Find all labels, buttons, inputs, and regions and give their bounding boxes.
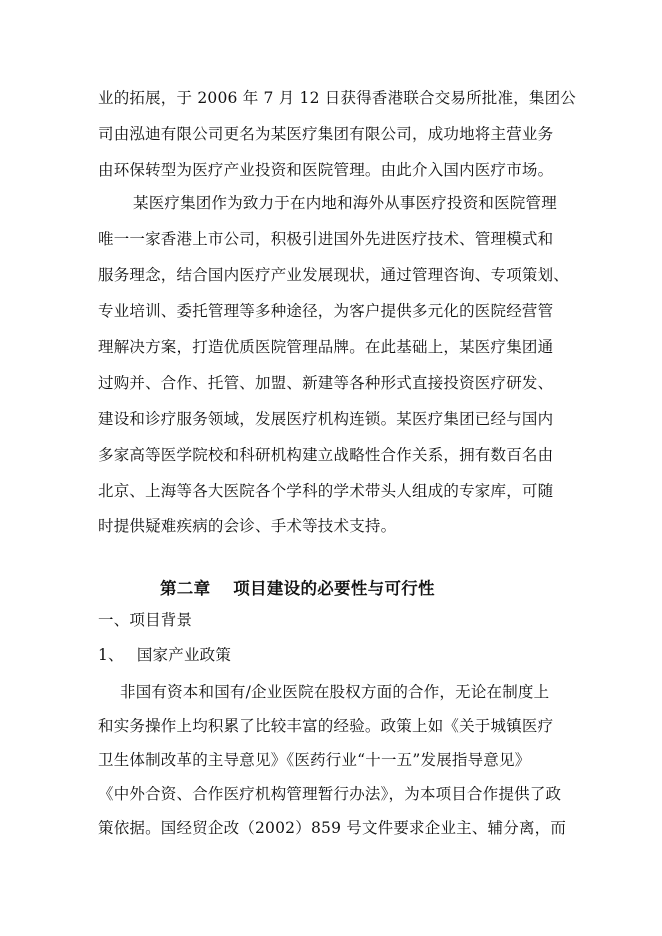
paragraph-line: 过购并、合作、托管、加盟、新建等各种形式直接投资医疗研发、 [98, 374, 554, 392]
paragraph-line: 专业培训、委托管理等多种途径，为客户提供多元化的医院经营管 [98, 302, 554, 320]
paragraph-line: 理解决方案，打造优质医院管理品牌。在此基础上，某医疗集团通 [98, 338, 554, 356]
paragraph-line: 司由泓迪有限公司更名为某医疗集团有限公司，成功地将主营业务 [98, 125, 554, 143]
paragraph-line: 服务理念，结合国内医疗产业发展现状，通过管理咨询、专项策划、 [98, 266, 570, 284]
paragraph-line: 由环保转型为医疗产业投资和医院管理。由此介入国内医疗市场。 [98, 161, 554, 179]
paragraph-line: 《中外合资、合作医疗机构管理暂行办法》，为本项目合作提供了政 [98, 785, 562, 803]
subsection-heading: 1、 国家产业政策 [98, 646, 232, 664]
paragraph-line: 策依据。国经贸企改（2002）859 号文件要求企业主、辅分离，而 [98, 819, 567, 837]
paragraph-line: 某医疗集团作为致力于在内地和海外从事医疗投资和医院管理 [133, 194, 557, 212]
paragraph-line: 和实务操作上均积累了比较丰富的经验。政策上如《关于城镇医疗 [98, 717, 554, 735]
paragraph-line: 非国有资本和国有/企业医院在股权方面的合作，无论在制度上 [120, 683, 550, 701]
section-heading: 一、项目背景 [98, 611, 193, 629]
paragraph-line: 业的拓展，于 2006 年 7 月 12 日获得香港联合交易所批准，集团公 [98, 89, 576, 107]
paragraph-line: 北京、上海等各大医院各个学科的学术带头人组成的专家库，可随 [98, 482, 554, 500]
paragraph-line: 时提供疑难疾病的会诊、手术等技术支持。 [98, 517, 397, 535]
paragraph-line: 多家高等医学院校和科研机构建立战略性合作关系，拥有数百名由 [98, 446, 554, 464]
chapter-title: 第二章 项目建设的必要性与可行性 [160, 579, 435, 598]
paragraph-line: 卫生体制改革的主导意见》《医药行业“十一五”发展指导意见》 [98, 751, 531, 769]
paragraph-line: 唯一一家香港上市公司，积极引进国外先进医疗技术、管理模式和 [98, 230, 554, 248]
paragraph-line: 建设和诊疗服务领域，发展医疗机构连锁。某医疗集团已经与国内 [98, 410, 554, 428]
